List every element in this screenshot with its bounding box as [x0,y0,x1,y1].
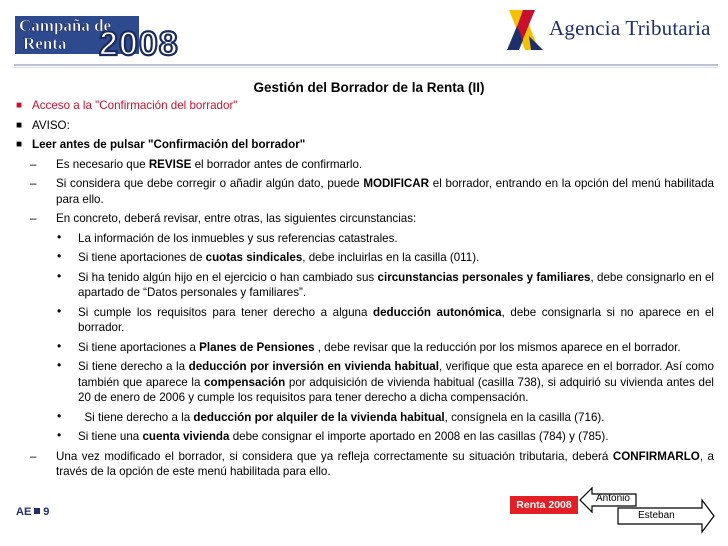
dot-bullet-icon: • [57,358,62,372]
item-emphasis: deducción por alquiler de la vivienda habitual [193,410,445,424]
dash-item-circunstancias [16,211,714,227]
page-number: 9 [43,506,50,518]
item-text: por adquisición de vivienda habitual (casilla 738), si adquirió su vivienda antes del 20 de enero de 2006 y cumple los requisitos para tener derecho a dicha compensación. [78,375,714,404]
item-emphasis: cuenta vivienda [142,430,230,443]
bullet-aviso [16,118,714,134]
bullet-text: AVISO: [32,118,70,132]
header-divider [14,64,718,66]
list-item [16,231,714,247]
campana-logo-year: 2008 [99,25,179,57]
square-bullet-icon: ■ [16,119,23,131]
dash-text: , a través de la opción de este menú habilitada para ello. [56,449,714,478]
dash-text: el borrador antes de confirmarlo. [191,157,363,171]
square-bullet-icon: ■ [16,139,23,150]
list-item [16,270,714,301]
dash-emphasis: REVISE [148,157,192,171]
prev-slide-link[interactable]: Antonio [596,493,630,504]
dash-item-confirmar [16,449,714,480]
dot-bullet-icon: • [57,268,62,283]
bullet-text: Leer antes de pulsar "Confirmación del borrador" [32,138,306,151]
item-emphasis: Planes de Pensiones [199,340,315,354]
slide-title: Gestión del Borrador de la Renta (II) [253,80,485,95]
bullet-leer [16,137,714,153]
item-text: Si tiene una [78,430,143,443]
square-separator-icon [34,508,40,514]
item-text: Si tiene derecho a la [78,410,194,424]
dot-bullet-icon: • [57,338,62,353]
campana-logo-line2: Renta [23,34,67,53]
item-text: debe consignar el importe aportado en 2008 en las casillas (784) y (785). [229,430,609,443]
header [0,0,728,64]
agencia-tributaria-logo [503,6,718,54]
item-emphasis: circunstancias personales y familiares [377,270,591,284]
item-emphasis: deducción por inversión en vivienda habitual [188,360,439,373]
dash-item-modificar [16,176,714,207]
dot-bullet-icon: • [57,428,62,442]
dash-bullet-icon: – [30,157,37,171]
item-text: Si tiene derecho a la [78,360,189,373]
renta-2008-badge: Renta 2008 [510,496,578,514]
agency-emblem-icon [503,6,547,54]
bullet-text: Acceso a la "Confirmación del borrador" [32,99,238,112]
item-text: , debe revisar que la reducción por los mismos aparece en el borrador. [314,340,681,354]
list-item [16,359,714,406]
item-text: , debe consignarla si no aparece en el borrador. [78,305,714,334]
dash-emphasis: MODIFICAR [363,177,430,190]
dash-bullet-icon: – [30,449,37,463]
item-text: , verifique que esta aparece en el borrador. Así como también que aparece la [78,360,714,389]
item-text: , debe incluirlas en la casilla (011). [302,251,480,264]
item-text: Si tiene aportaciones de [78,251,206,264]
item-emphasis: deducción autonómica [373,305,502,319]
agency-name: Agencia Tributaria [549,16,711,40]
dot-bullet-icon: • [57,249,62,263]
item-text: , debe consignarlo en el apartado de “Datos personales y familiares”. [78,270,714,299]
dash-text: En concreto, deberá revisar, entre otras, las siguientes circunstancias: [56,212,417,225]
list-item [16,305,714,336]
list-item [16,340,714,356]
item-emphasis: compensación [204,375,286,389]
slide-content [16,98,714,484]
header-divider-thin [14,67,718,68]
item-text: Si ha tenido algún hijo en el ejercicio o han cambiado sus [78,270,378,284]
item-text: Si tiene aportaciones a [78,340,200,354]
dot-bullet-icon: • [57,303,62,318]
footer-ae-text: AE [16,506,32,518]
campana-logo-line1: Campaña de [19,16,112,35]
dash-text: Una vez modificado el borrador, si considera que ya refleja correctamente su situación tributaria, deberá [56,449,613,463]
item-text: Si cumple los requisitos para tener derecho a alguna [78,305,374,319]
dash-bullet-icon: – [30,177,37,190]
dash-text: Si considera que debe corregir o añadir algún dato, puede [56,177,364,190]
dash-emphasis: CONFIRMARLO [612,449,700,463]
navigation-arrows [578,486,716,534]
list-item [16,429,714,445]
item-emphasis: cuotas sindicales [205,251,303,264]
bullet-acceso [16,98,714,114]
item-text: , consígnela en la casilla (716). [444,410,605,424]
next-slide-link[interactable]: Esteban [638,510,675,521]
list-item [16,410,714,426]
dash-item-revise [16,157,714,173]
campana-renta-logo [13,13,231,57]
list-item [16,250,714,266]
item-text: La información de los inmuebles y sus referencias catastrales. [78,231,398,245]
square-bullet-icon: ■ [16,100,23,111]
dash-text: Es necesario que [56,157,149,171]
footer-page-label [16,506,49,518]
dot-bullet-icon: • [57,229,62,244]
dot-bullet-icon: • [57,408,62,423]
dash-text: el borrador, entrando en la opción del menú habilitada para ello. [56,177,714,206]
dash-bullet-icon: – [30,212,37,225]
